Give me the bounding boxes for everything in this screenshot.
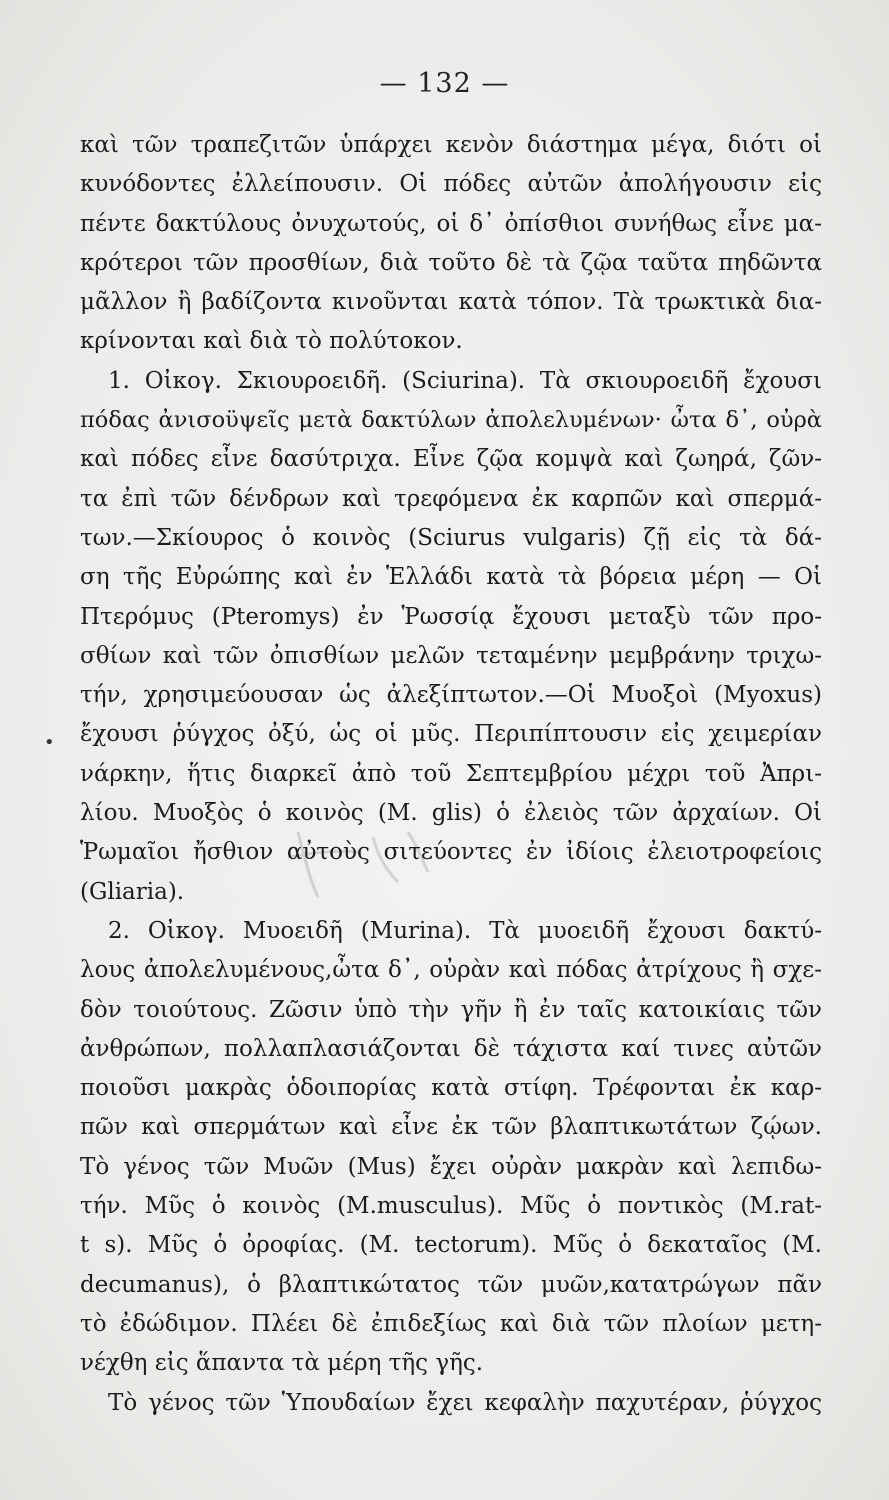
text-line: πῶν καὶ σπερμάτων καὶ εἶνε ἐκ τῶν βλαπτικωτάτων ζῴων. [80, 1114, 822, 1141]
text-line: καὶ πόδες εἶνε δασύτριχα. Εἶνε ζῷα κομψὰ καὶ ζωηρά, ζῶν- [80, 446, 822, 473]
text-line: Τὸ γένος τῶν Μυῶν (Mus) ἔχει οὐρὰν μακρὰν καὶ λεπιδω- [80, 1153, 822, 1180]
text-line: ἀνθρώπων, πολλαπλασιάζονται δὲ τάχιστα καί τινες αὐτῶν [80, 1035, 822, 1062]
text-line: τὸ ἐδώδιμον. Πλέει δὲ ἐπιδεξίως καὶ διὰ τῶν πλοίων μετη- [80, 1310, 822, 1337]
text-line: καὶ τῶν τραπεζιτῶν ὑπάρχει κενὸν διάστημα μέγα, διότι οἱ [80, 132, 822, 158]
text-line: ἔχουσι ῥύγχος ὀξύ, ὡς οἱ μῦς. Περιπίπτουσιν εἰς χειμερίαν [80, 721, 822, 748]
margin-mark: • [44, 732, 55, 753]
text-line: σθίων καὶ τῶν ὀπισθίων μελῶν τεταμένην μεμβράνην τριχω- [80, 642, 822, 669]
text-line: μᾶλλον ἢ βαδίζοντα κινοῦνται κατὰ τόπον. Τὰ τρωκτικὰ δια- [80, 289, 822, 316]
text-line: κυνόδοντες ἐλλείπουσιν. Οἱ πόδες αὐτῶν ἀπολήγουσιν εἰς [80, 171, 822, 198]
text-line: τήν. Μῦς ὁ κοινὸς (M.musculus). Μῦς ὁ ποντικὸς (M.rat- [80, 1193, 822, 1220]
text-line: κρότεροι τῶν προσθίων, διὰ τοῦτο δὲ τὰ ζῷα ταῦτα πηδῶντα [80, 249, 822, 276]
text-line: (Gliaria). [80, 878, 185, 905]
text-line: τήν, χρησιμεύουσαν ὡς ἀλεξίπτωτον.—Οἱ Μυοξοὶ (Myoxus) [80, 682, 822, 709]
text-line: κρίνονται καὶ διὰ τὸ πολύτοκον. [80, 328, 463, 355]
text-line: Τὸ γένος τῶν Ὑπουδαίων ἔχει κεφαλὴν παχυτέραν, ῥύγχος [108, 1389, 822, 1416]
page-number: — 132 — [379, 68, 510, 99]
text-line: τα ἐπὶ τῶν δένδρων καὶ τρεφόμενα ἐκ καρπῶν καὶ σπερμά- [80, 485, 822, 512]
text-line: 1. Οἰκογ. Σκιουροειδῆ. (Sciurina). Τὰ σκιουροειδῆ ἔχουσι [108, 367, 822, 394]
text-line: νάρκην, ἥτις διαρκεῖ ἀπὸ τοῦ Σεπτεμβρίου μέχρι τοῦ Ἀπρι- [80, 760, 822, 787]
text-line: των.—Σκίουρος ὁ κοινὸς (Sciurus vulgaris) ζῇ εἰς τὰ δά- [80, 524, 822, 551]
text-line: 2. Οἰκογ. Μυοειδῆ (Murina). Τὰ μυοειδῆ ἔχουσι δακτύ- [108, 917, 822, 944]
text-line: πέντε δακτύλους ὀνυχωτούς, οἱ δ᾽ ὀπίσθιοι συνήθως εἶνε μα- [80, 210, 822, 237]
text-line: Πτερόμυς (Pteromys) ἐν Ῥωσσίᾳ ἔχουσι μεταξὺ τῶν προ- [80, 603, 822, 630]
text-line: ποιοῦσι μακρὰς ὁδοιπορίας κατὰ στίφη. Τρέφονται ἐκ καρ- [80, 1075, 822, 1102]
body-text [80, 126, 822, 1423]
text-line: δὸν τοιούτους. Ζῶσιν ὑπὸ τὴν γῆν ἢ ἐν ταῖς κατοικίαις τῶν [80, 996, 822, 1023]
text-line: λους ἀπολελυμένους,ὦτα δ᾽, οὐρὰν καὶ πόδας ἀτρίχους ἢ σχε- [80, 957, 822, 984]
text-line: decumanus), ὁ βλαπτικώτατος τῶν μυῶν,κατατρώγων πᾶν [80, 1271, 822, 1298]
text-line: Ῥωμαῖοι ἤσθιον αὐτοὺς σιτεύοντες ἐν ἰδίοις ἐλειοτροφείοις [80, 839, 822, 866]
text-line: ση τῆς Εὐρώπης καὶ ἐν Ἑλλάδι κατὰ τὰ βόρεια μέρη — Οἱ [80, 564, 822, 591]
text-line: t s). Μῦς ὁ ὀροφίας. (M. tectorum). Μῦς ὁ δεκαταῖος (M. [80, 1232, 822, 1259]
text-line: πόδας ἀνισοϋψεῖς μετὰ δακτύλων ἀπολελυμένων· ὦτα δ᾽, οὐρὰ [80, 407, 822, 434]
text-line: λίου. Μυοξὸς ὁ κοινὸς (M. glis) ὁ ἐλειὸς τῶν ἀρχαίων. Οἱ [80, 800, 822, 827]
text-line: νέχθη εἰς ἅπαντα τὰ μέρη τῆς γῆς. [80, 1350, 484, 1377]
